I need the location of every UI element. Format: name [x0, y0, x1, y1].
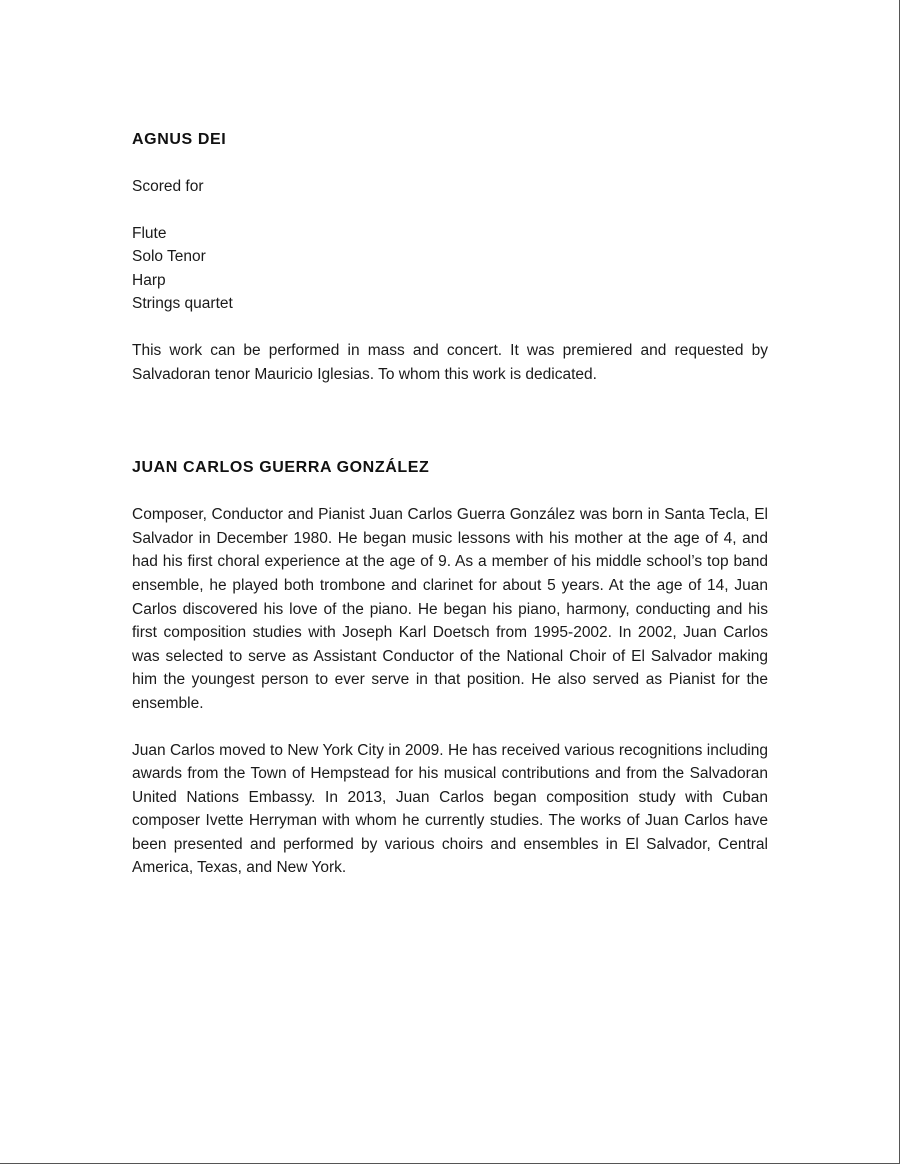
work-description: This work can be performed in mass and concert. It was premiered and requested by Salvadoran tenor Mauricio Iglesias. To whom this work is dedicated.	[132, 341, 768, 383]
instrument-item: Strings quartet	[132, 295, 233, 313]
composer-name: JUAN CARLOS GUERRA GONZÁLEZ	[132, 459, 430, 477]
scored-for-label: Scored for	[132, 178, 204, 195]
composer-bio-paragraph: Juan Carlos moved to New York City in 2009. He has received various recognitions including awards from the Town of Hempstead for his musical contributions and from the Salvadoran United Nations Embassy. In 2013, Juan Carlos began composition study with Cuban composer Ivette Herryman with whom he currently studies. The works of Juan Carlos have been presented and performed by various choirs and ensembles in El Salvador, Central America, Texas, and New York.	[132, 741, 768, 877]
instrument-item: Solo Tenor	[132, 248, 206, 266]
work-title: AGNUS DEI	[132, 131, 227, 148]
instrument-item: Flute	[132, 224, 167, 242]
spacer	[132, 386, 768, 456]
instrument-item: Harp	[132, 271, 166, 289]
composer-bio-paragraph: Composer, Conductor and Pianist Juan Carlos Guerra González was born in Santa Tecla, El Salvador in December 1980. He began music lessons with his mother at the age of 4, and had his first choral experience at the age of 9. As a member of his middle school’s top band ensemble, he played both trombone and clarinet for about 5 years. At the age of 14, Juan Carlos discovered his love of the piano. He began his piano, harmony, conducting and his first composition studies with Joseph Karl Doetsch from 1995-2002. In 2002, Juan Carlos was selected to serve as Assistant Conductor of the National Choir of El Salvador making him the youngest person to ever serve in that position. He also served as Pianist for the ensemble.	[132, 506, 768, 712]
spacer	[132, 199, 768, 222]
spacer	[132, 316, 768, 339]
page-content	[132, 128, 768, 880]
spacer	[132, 152, 768, 175]
spacer	[132, 716, 768, 739]
instrument-list	[132, 222, 768, 316]
spacer	[132, 480, 768, 503]
